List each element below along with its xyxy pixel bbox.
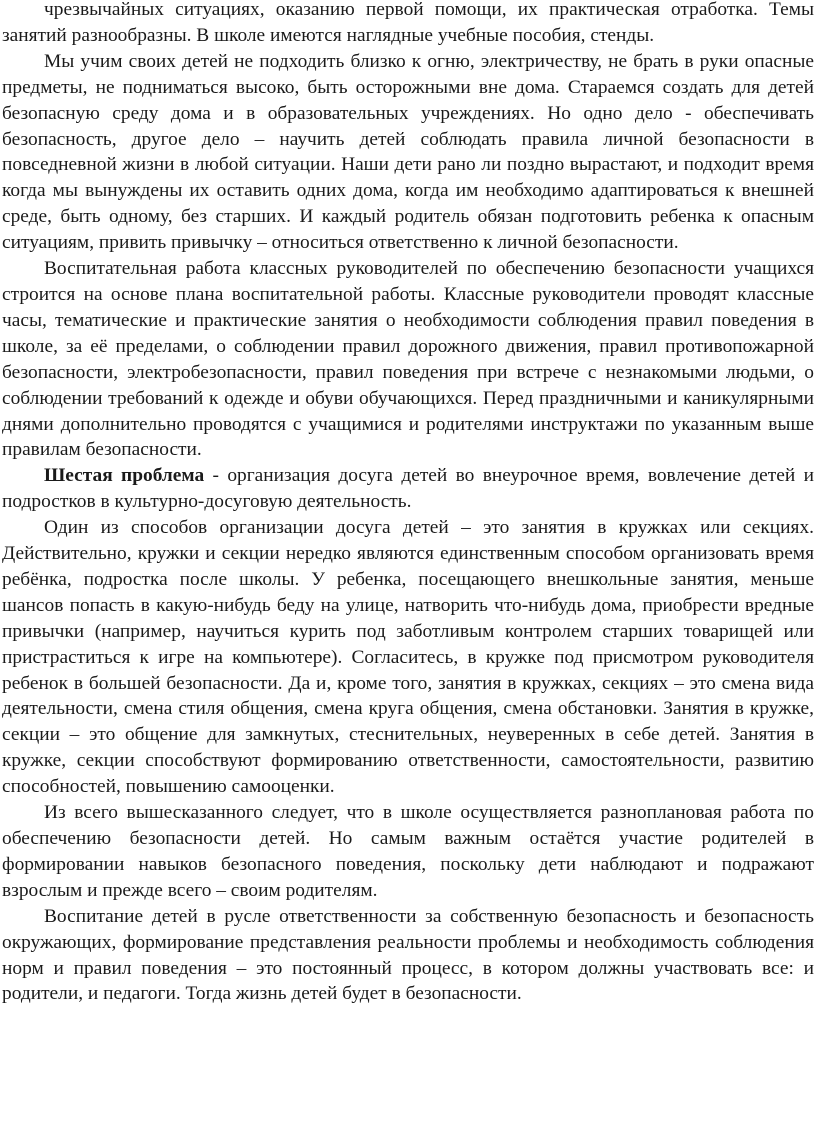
paragraph-sixth-problem [2, 463, 814, 515]
paragraph-text: - организация досуга детей во внеурочное время, вовлечение детей и подростков в культурно-досуговую деятельность. [2, 465, 814, 513]
paragraph-personal-safety [2, 49, 814, 256]
paragraph-text: Один из способов организации досуга детей – это занятия в кружках или секциях. Действительно, кружки и секции нередко являются единственным способом организовать время ребёнка, подростка после школы. У ребенка, посещающего внешкольные занятия, меньше шансов попасть в какую-нибудь беду на улице, натворить что-нибудь дома, приобрести вредные привычки (например, научиться курить под заботливым контролем старших товарищей или пристраститься к игре на компьютере). Согласитесь, в кружке под присмотром руководителя ребенок в большей безопасности. Да и, кроме того, занятия в кружках, секциях – это смена вида деятельности, смена стиля общения, смена круга общения, смена обстановки. Занятия в кружке, секции – это общение для замкнутых, стеснительных, неуверенных в себе детей. Занятия в кружке, секции способствуют формированию ответственности, самостоятельности, развитию способностей, повышению самооценки. [2, 517, 814, 798]
paragraph-text: Воспитательная работа классных руководителей по обеспечению безопасности учащихся строится на основе плана воспитательной работы. Классные руководители проводят классные часы, тематические и практические занятия о необходимости соблюдения правил поведения в школе, за её пределами, о соблюдении правил дорожного движения, правил противопожарной безопасности, электробезопасности, правил поведения при встрече с незнакомыми людьми, о соблюдении требований к одежде и обуви обучающихся. Перед праздничными и каникулярными днями дополнительно проводятся с учащимися и родителями инструктажи по указанным выше правилам безопасности. [2, 258, 814, 461]
paragraph-text: Мы учим своих детей не подходить близко к огню, электричеству, не брать в руки опасные предметы, не подниматься высоко, быть осторожными вне дома. Стараемся создать для детей безопасную среду дома и в образовательных учреждениях. Но одно дело - обеспечивать безопасность, другое дело – научить детей соблюдать правила личной безопасности в повседневной жизни в любой ситуации. Наши дети рано ли поздно вырастают, и подходит время когда мы вынуждены их оставить одних дома, когда им необходимо адаптироваться к внешней среде, быть одному, без старших. И каждый родитель обязан подготовить ребенка к опасным ситуациям, привить привычку – относиться ответственно к личной безопасности. [2, 50, 814, 254]
paragraph-emergency-topics [2, 0, 814, 49]
paragraph-final [2, 904, 814, 1008]
paragraph-class-teachers [2, 256, 814, 463]
paragraph-text: чрезвычайных ситуациях, оказанию первой помощи, их практическая отработка. Темы занятий разнообразны. В школе имеются наглядные учебные пособия, стенды. [2, 0, 814, 46]
paragraph-text: Из всего вышесказанного следует, что в школе осуществляется разноплановая работа по обеспечению безопасности детей. Но самым важным остаётся участие родителей в формировании навыков безопасного поведения, поскольку дети наблюдают и подражают взрослым и прежде всего – своим родителям. [2, 802, 814, 901]
paragraph-text: Воспитание детей в русле ответственности за собственную безопасность и безопасность окружающих, формирование представления реальности проблемы и необходимость соблюдения норм и правил поведения – это постоянный процесс, в котором должны участвовать все: и родители, и педагоги. Тогда жизнь детей будет в безопасности. [2, 905, 814, 1005]
bold-lead-term: Шестая проблема [44, 465, 205, 487]
paragraph-conclusion [2, 800, 814, 904]
paragraph-clubs [2, 515, 814, 800]
